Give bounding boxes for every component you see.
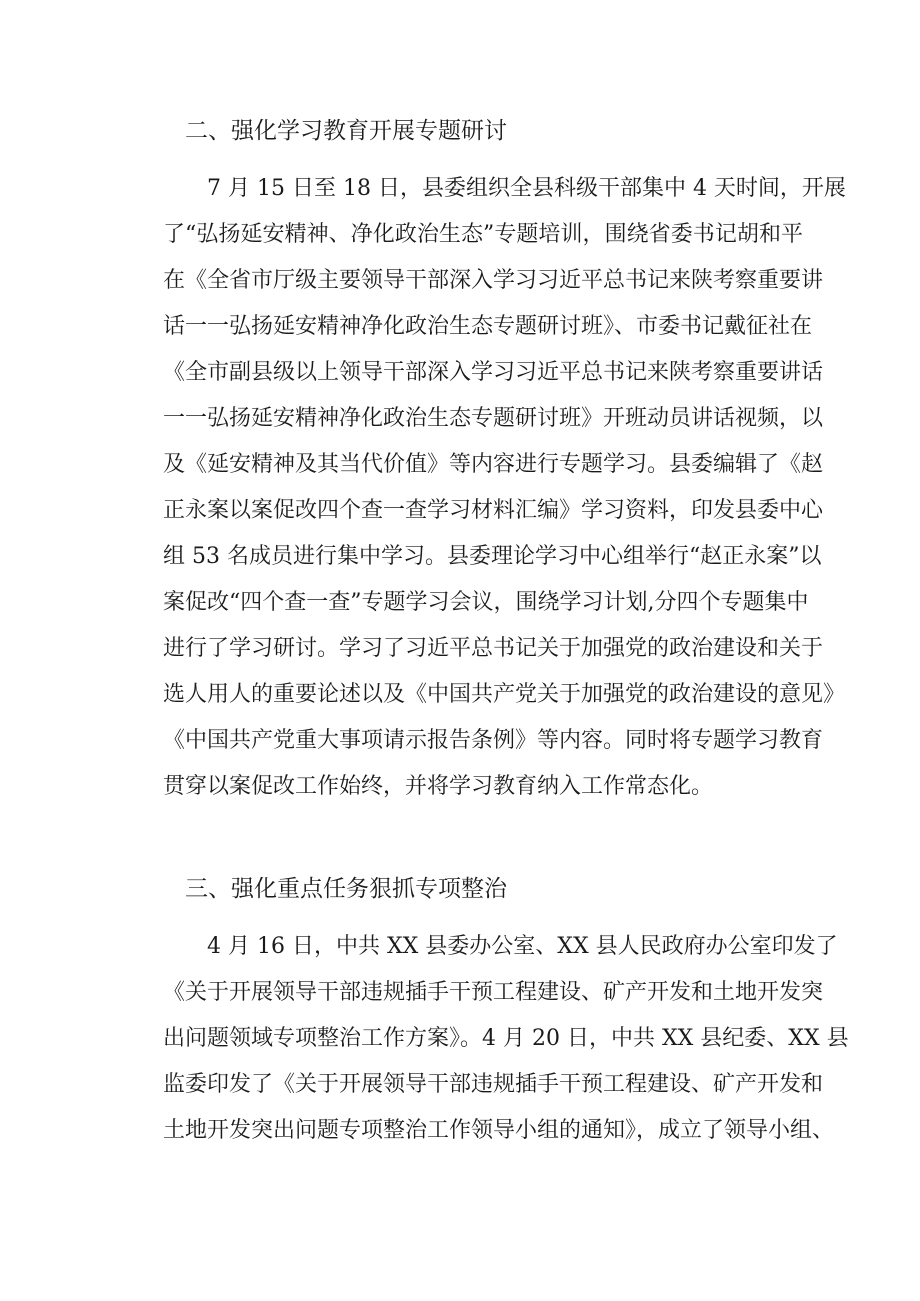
paragraph-line: 正永案以案促改四个查一查学习材料汇编》学习资料，印发县委中心 — [163, 498, 824, 523]
section-3-heading: 三、强化重点任务狠抓专项整治 — [185, 876, 507, 902]
paragraph-line: 话一一弘扬延安精神净化政治生态专题研讨班》、市委书记戴征社在 — [163, 314, 813, 339]
paragraph-line: 进行了学习研讨。学习了习近平总书记关于加强党的政治建设和关于 — [163, 636, 824, 661]
paragraph-line: 一一弘扬延安精神净化政治生态专题研讨班》开班动员讲话视频，以 — [163, 406, 824, 431]
paragraph-line: 《全市副县级以上领导干部深入学习习近平总书记来陕考察重要讲话 — [163, 360, 824, 385]
paragraph-line: 及《延安精神及其当代价值》等内容进行专题学习。县委编辑了《赵 — [163, 452, 824, 477]
paragraph-line: 出问题领域专项整治工作方案》。4 月 20 日，中共 XX 县纪委、XX 县 — [163, 1026, 849, 1051]
paragraph-line: 《中国共产党重大事项请示报告条例》等内容。同时将专题学习教育 — [163, 728, 824, 753]
paragraph-line: 在《全省市厅级主要领导干部深入学习习近平总书记来陕考察重要讲 — [163, 268, 824, 293]
paragraph-line: 监委印发了《关于开展领导干部违规插手干预工程建设、矿产开发和 — [163, 1072, 824, 1097]
paragraph-line: 7 月 15 日至 18 日，县委组织全县科级干部集中 4 天时间，开展 — [207, 176, 846, 201]
section-2-heading: 二、强化学习教育开展专题研讨 — [185, 118, 507, 144]
paragraph-line: 土地开发突出问题专项整治工作领导小组的通知》，成立了领导小组、 — [163, 1118, 835, 1143]
paragraph-line: 案促改“四个查一查”专题学习会议，围绕学习计划,分四个专题集中 — [163, 590, 809, 615]
paragraph-line: 选人用人的重要论述以及《中国共产党关于加强党的政治建设的意见》 — [163, 682, 846, 707]
paragraph-line: 4 月 16 日，中共 XX 县委办公室、XX 县人民政府办公室印发了 — [207, 934, 838, 959]
paragraph-line: 组 53 名成员进行集中学习。县委理论学习中心组举行“赵正永案”以 — [163, 544, 822, 569]
paragraph-line: 《关于开展领导干部违规插手干预工程建设、矿产开发和土地开发突 — [163, 980, 824, 1005]
paragraph-line: 了“弘扬延安精神、净化政治生态”专题培训，围绕省委书记胡和平 — [163, 222, 803, 247]
paragraph-line: 贯穿以案促改工作始终，并将学习教育纳入工作常态化。 — [163, 774, 714, 799]
